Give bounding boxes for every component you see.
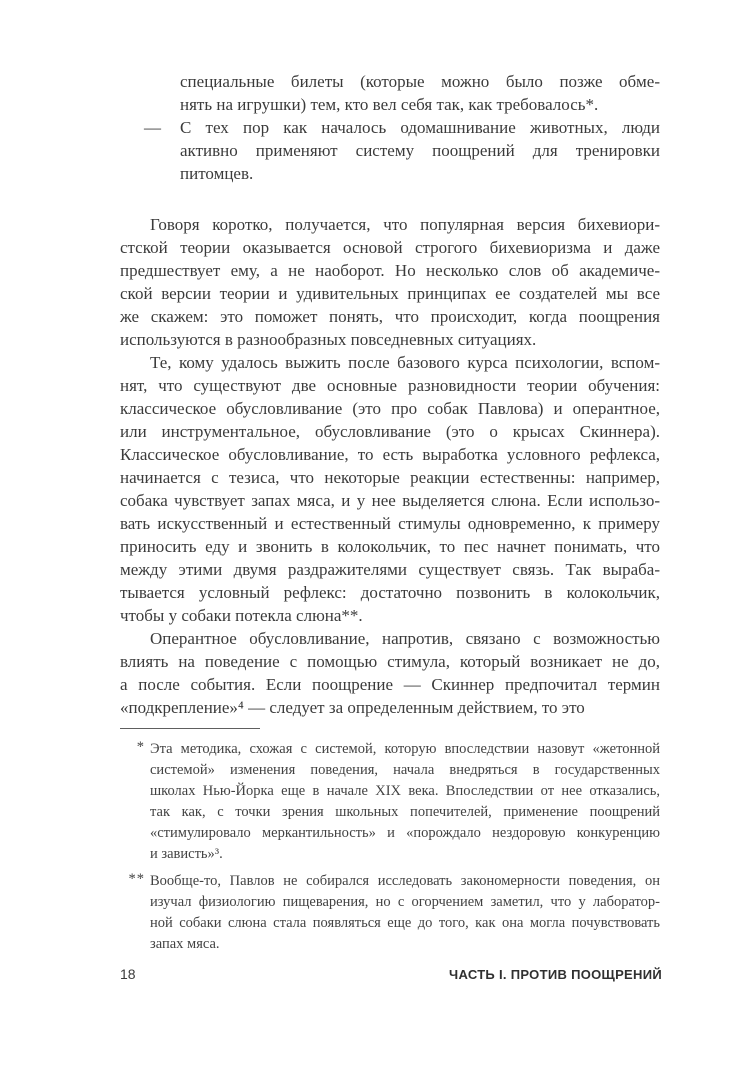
paragraph-line: собака чувствует запах мяса, и у нее выделяется слюна. Если использо- <box>120 491 660 510</box>
list-item <box>120 116 660 185</box>
paragraph-line: вать искусственный и естественный стимулы одновременно, к примеру <box>120 514 660 533</box>
footnote-line: изучал физиологию пищеварения, но с огорчением заметил, что у лаборатор- <box>150 894 660 910</box>
paragraph-line: а после события. Если поощрение — Скиннер предпочитал термин <box>120 675 660 694</box>
footnote <box>120 739 660 865</box>
paragraph-line: влиять на поведение с помощью стимула, который возникает не до, <box>120 652 660 671</box>
paragraph <box>120 627 660 719</box>
paragraph <box>120 213 660 351</box>
footnote-line: и зависть»³. <box>150 846 223 862</box>
paragraph-line: же скажем: это поможет понять, что происходит, когда поощрения <box>120 307 660 326</box>
bullet-list <box>120 70 660 185</box>
footnotes <box>120 739 660 961</box>
body-text <box>120 70 660 719</box>
paragraph-line: «подкрепление»⁴ — следует за определенным действием, то это <box>120 698 585 717</box>
paragraph-line: чтобы у собаки потекла слюна**. <box>120 606 363 625</box>
paragraph-line: Говоря коротко, получается, что популярная версия бихевиори- <box>150 215 660 234</box>
list-text-line: питомцев. <box>180 164 254 183</box>
page-number: 18 <box>120 966 136 982</box>
paragraph-line: используются в разнообразных повседневных ситуациях. <box>120 330 537 349</box>
running-head: ЧАСТЬ I. ПРОТИВ ПООЩРЕНИЙ <box>449 967 662 982</box>
footnote <box>120 871 660 955</box>
paragraph-line: Оперантное обусловливание, напротив, связано с возможностью <box>150 629 660 648</box>
footnote-line: «стимулировало меркантильность» и «порождало нездоровую конкуренцию <box>150 825 660 841</box>
footnote-separator <box>120 728 260 729</box>
footnote-line: Эта методика, схожая с системой, которую впоследствии назовут «жетонной <box>150 741 660 757</box>
paragraphs <box>120 213 660 719</box>
paragraph-line: классическое обусловливание (это про собак Павлова) и оперантное, <box>120 399 660 418</box>
footnote-line: Вообще-то, Павлов не собирался исследовать закономерности поведения, он <box>150 873 660 889</box>
paragraph-line: стской теории оказывается основой строгого бихевиоризма и даже <box>120 238 660 257</box>
footnote-line: так как, с точки зрения школьных попечителей, применение поощрений <box>150 804 660 820</box>
list-item <box>120 70 660 116</box>
paragraph-line: предшествует ему, а не наоборот. Но несколько слов об академиче- <box>120 261 660 280</box>
list-text-line: нять на игрушки) тем, кто вел себя так, как требовалось*. <box>180 95 599 114</box>
paragraph-line: тывается условный рефлекс: достаточно позвонить в колокольчик, <box>120 583 660 602</box>
paragraph-line: приносить еду и звонить в колокольчик, то пес начнет понимать, что <box>120 537 660 556</box>
list-text-line: С тех пор как началось одомашнивание животных, люди <box>180 118 660 137</box>
footnote-line: запах мяса. <box>150 936 220 952</box>
footnote-line: ной собаки слюна стала появляться еще до того, как она могла почувствовать <box>150 915 660 931</box>
footnote-line: школах Нью-Йорка еще в начале XIX века. Впоследствии от нее отказались, <box>150 783 660 799</box>
list-text-line: активно применяют систему поощрений для тренировки <box>180 141 660 160</box>
paragraph-line: нят, что существуют две основные разновидности теории обучения: <box>120 376 660 395</box>
footnote-marker: ** <box>128 871 145 887</box>
paragraph-line: начинается с тезиса, что некоторые реакции естественны: например, <box>120 468 660 487</box>
list-text-line: специальные билеты (которые можно было позже обме- <box>180 72 660 91</box>
paragraph-line: ской версии теории и удивительных принципах ее создателей мы все <box>120 284 660 303</box>
paragraph-line: Классическое обусловливание, то есть выработка условного рефлекса, <box>120 445 660 464</box>
footnote-line: системой» изменения поведения, начала внедряться в государственных <box>150 762 660 778</box>
paragraph <box>120 351 660 627</box>
list-dash-marker: — <box>144 118 161 137</box>
paragraph-line: или инструментальное, обусловливание (это о крысах Скиннера). <box>120 422 660 441</box>
paragraph-line: Те, кому удалось выжить после базового курса психологии, вспом- <box>150 353 660 372</box>
page-footer <box>120 966 662 982</box>
footnote-marker: * <box>136 739 145 755</box>
paragraph-line: между этими двумя раздражителями существует связь. Так выраба- <box>120 560 660 579</box>
